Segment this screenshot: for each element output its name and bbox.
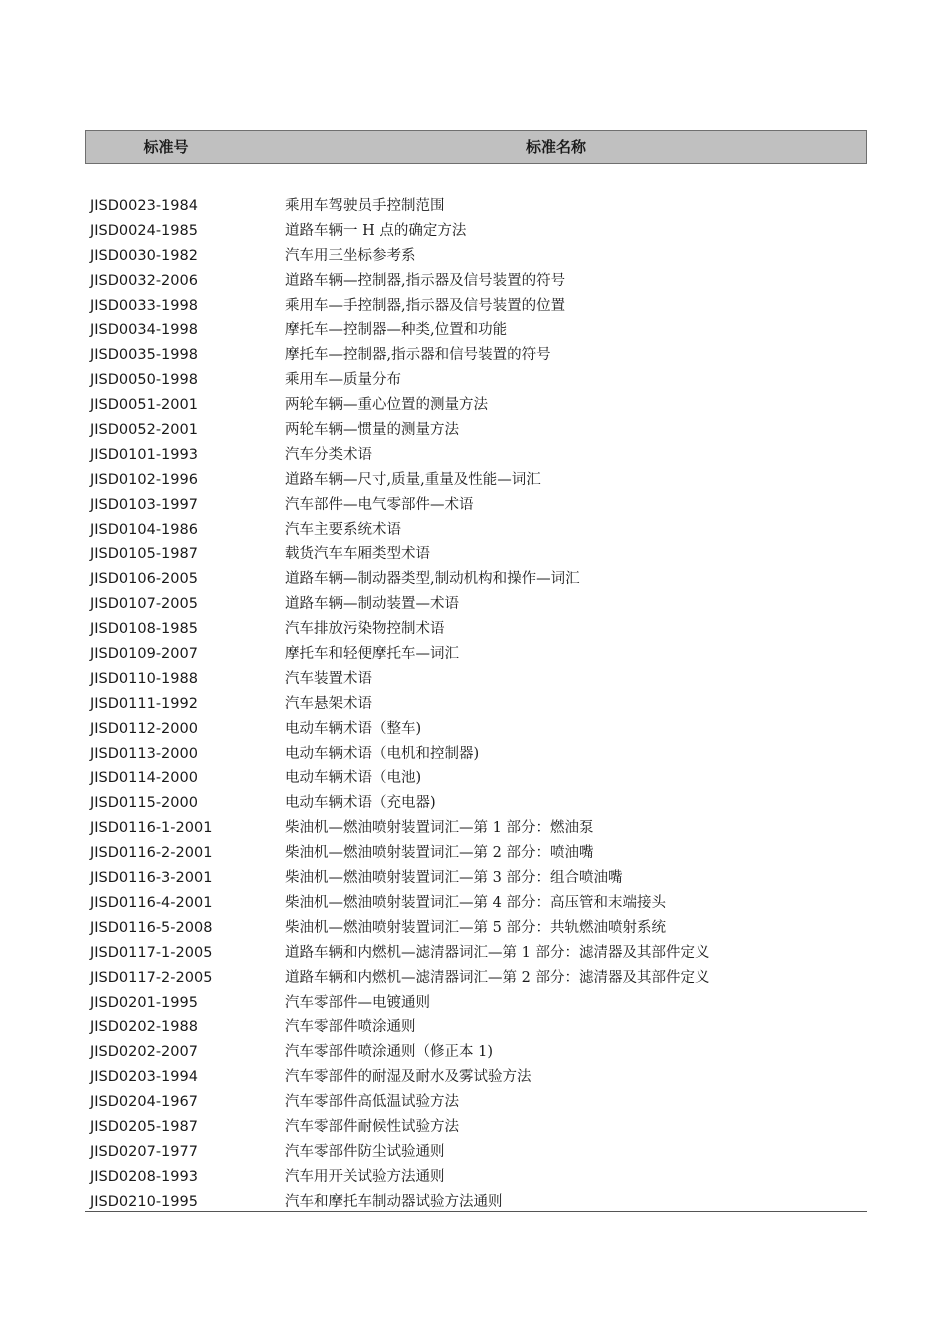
- standard-number: JISD0035-1998: [90, 347, 198, 364]
- table-row: [85, 318, 867, 343]
- standard-number: JISD0034-1998: [90, 322, 198, 339]
- standard-name: 柴油机—燃油喷射装置词汇—第 3 部分：组合喷油嘴: [285, 870, 623, 887]
- table-row: [85, 368, 867, 393]
- standard-number: JISD0114-2000: [90, 770, 198, 787]
- standard-number: JISD0115-2000: [90, 795, 198, 812]
- standard-name: 电动车辆术语（电池): [285, 770, 422, 787]
- standard-name: 汽车部件—电气零部件—术语: [285, 496, 474, 513]
- table-row: [85, 468, 867, 493]
- standard-number: JISD0210-1995: [90, 1193, 198, 1210]
- standard-name: 汽车悬架术语: [285, 695, 372, 712]
- standard-number: JISD0116-1-2001: [90, 820, 213, 837]
- standard-number: JISD0108-1985: [90, 621, 198, 638]
- table-row: [85, 941, 867, 966]
- standard-number: JISD0201-1995: [90, 994, 198, 1011]
- standard-name: 道路车辆—控制器,指示器及信号装置的符号: [285, 272, 566, 289]
- standard-number: JISD0050-1998: [90, 372, 198, 389]
- table-row: [85, 1140, 867, 1165]
- table-row: [85, 294, 867, 319]
- table-row: [85, 1040, 867, 1065]
- table-row: [85, 692, 867, 717]
- standard-name: 汽车零部件—电镀通则: [285, 994, 430, 1011]
- standard-number: JISD0033-1998: [90, 297, 198, 314]
- standard-name: 道路车辆一 H 点的确定方法: [285, 222, 467, 239]
- standard-name: 道路车辆和内燃机—滤清器词汇—第 2 部分：滤清器及其部件定义: [285, 969, 710, 986]
- standard-name: 汽车分类术语: [285, 446, 372, 463]
- table-row: [85, 592, 867, 617]
- standard-name: 电动车辆术语（电机和控制器): [285, 745, 480, 762]
- standard-number: JISD0024-1985: [90, 222, 198, 239]
- standard-number: JISD0111-1992: [90, 695, 198, 712]
- column-header-standard-number: 标准号: [143, 138, 189, 156]
- standard-number: JISD0205-1987: [90, 1118, 198, 1135]
- standard-name: 道路车辆—尺寸,质量,重量及性能—词汇: [285, 471, 541, 488]
- standard-number: JISD0052-2001: [90, 422, 198, 439]
- standard-number: JISD0109-2007: [90, 646, 198, 663]
- table-row: [85, 791, 867, 816]
- table-bottom-rule: [85, 1211, 867, 1212]
- table-row: [85, 542, 867, 567]
- column-header-standard-name: 标准名称: [525, 138, 586, 156]
- standard-name: 柴油机—燃油喷射装置词汇—第 1 部分：燃油泵: [285, 820, 594, 837]
- standard-number: JISD0105-1987: [90, 546, 198, 563]
- standard-number: JISD0113-2000: [90, 745, 198, 762]
- standard-name: 摩托车和轻便摩托车—词汇: [285, 646, 459, 663]
- standard-name: 道路车辆—制动器类型,制动机构和操作—词汇: [285, 571, 580, 588]
- standard-name: 载货汽车车厢类型术语: [285, 546, 430, 563]
- table-row: [85, 766, 867, 791]
- standard-name: 汽车零部件耐候性试验方法: [285, 1118, 459, 1135]
- standard-name: 汽车零部件喷涂通则（修正本 1): [285, 1044, 493, 1061]
- table-row: [85, 816, 867, 841]
- standard-number: JISD0107-2005: [90, 596, 198, 613]
- standard-number: JISD0030-1982: [90, 247, 198, 264]
- standard-name: 乘用车—手控制器,指示器及信号装置的位置: [285, 297, 566, 314]
- standard-number: JISD0112-2000: [90, 720, 198, 737]
- standard-name: 乘用车驾驶员手控制范围: [285, 198, 445, 214]
- table-row: [85, 219, 867, 244]
- standard-name: 电动车辆术语（整车): [285, 720, 422, 737]
- table-row: [85, 966, 867, 991]
- table-row: [85, 916, 867, 941]
- standard-name: 汽车主要系统术语: [285, 521, 401, 538]
- table-header: [85, 130, 867, 164]
- table-row: [85, 244, 867, 269]
- standard-name: 柴油机—燃油喷射装置词汇—第 5 部分：共轨燃油喷射系统: [285, 919, 666, 936]
- table-row: [85, 518, 867, 543]
- table-row: [85, 891, 867, 916]
- standard-name: 汽车零部件高低温试验方法: [285, 1094, 459, 1111]
- standard-name: 汽车零部件的耐湿及耐水及雾试验方法: [285, 1069, 532, 1086]
- standard-number: JISD0110-1988: [90, 670, 198, 687]
- standard-number: JISD0116-3-2001: [90, 870, 213, 887]
- standard-number: JISD0051-2001: [90, 397, 198, 414]
- table-row: [85, 343, 867, 368]
- standard-name: 电动车辆术语（充电器): [285, 795, 436, 812]
- standard-number: JISD0207-1977: [90, 1143, 198, 1160]
- table-row: [85, 742, 867, 767]
- table-row: [85, 1115, 867, 1140]
- standard-number: JISD0116-2-2001: [90, 845, 213, 862]
- table-row: [85, 617, 867, 642]
- standard-number: JISD0117-2-2005: [90, 969, 213, 986]
- standard-name: 汽车用开关试验方法通则: [285, 1168, 445, 1185]
- standard-number: JISD0117-1-2005: [90, 944, 213, 961]
- table-row: [85, 991, 867, 1016]
- standard-name: 汽车装置术语: [285, 670, 372, 687]
- standard-name: 汽车用三坐标参考系: [285, 247, 416, 264]
- standard-number: JISD0202-1988: [90, 1019, 198, 1036]
- table-row: [85, 1165, 867, 1190]
- standard-name: 柴油机—燃油喷射装置词汇—第 4 部分：高压管和末端接头: [285, 894, 666, 911]
- standard-number: JISD0103-1997: [90, 496, 198, 513]
- standard-number: JISD0208-1993: [90, 1168, 198, 1185]
- table-row: [85, 269, 867, 294]
- standard-name: 摩托车—控制器,指示器和信号装置的符号: [285, 347, 551, 364]
- table-row: [85, 642, 867, 667]
- standard-name: 乘用车—质量分布: [285, 372, 401, 389]
- standard-number: JISD0204-1967: [90, 1094, 198, 1111]
- standard-name: 汽车零部件防尘试验通则: [285, 1143, 445, 1160]
- table-row: [85, 493, 867, 518]
- standard-number: JISD0116-5-2008: [90, 919, 213, 936]
- standard-name: 汽车排放污染物控制术语: [285, 621, 445, 638]
- standard-number: JISD0203-1994: [90, 1069, 198, 1086]
- table-row: [85, 667, 867, 692]
- standard-name: 两轮车辆—惯量的测量方法: [285, 422, 459, 439]
- standard-name: 两轮车辆—重心位置的测量方法: [285, 397, 488, 414]
- standard-number: JISD0116-4-2001: [90, 894, 213, 911]
- standard-number: JISD0202-2007: [90, 1044, 198, 1061]
- table-row: [85, 841, 867, 866]
- table-row: [85, 866, 867, 891]
- table-row: [85, 1015, 867, 1040]
- table-row: [85, 418, 867, 443]
- standard-number: JISD0023-1984: [90, 198, 198, 214]
- standard-name: 道路车辆—制动装置—术语: [285, 596, 459, 613]
- standard-name: 摩托车—控制器—种类,位置和功能: [285, 322, 508, 339]
- standard-name: 柴油机—燃油喷射装置词汇—第 2 部分：喷油嘴: [285, 845, 594, 862]
- table-row: [85, 1090, 867, 1115]
- standard-number: JISD0032-2006: [90, 272, 198, 289]
- standards-list: [85, 194, 867, 1215]
- standard-number: JISD0106-2005: [90, 571, 198, 588]
- table-row: [85, 443, 867, 468]
- standard-number: JISD0101-1993: [90, 446, 198, 463]
- table-row: [85, 393, 867, 418]
- standard-number: JISD0104-1986: [90, 521, 198, 538]
- standard-name: 汽车和摩托车制动器试验方法通则: [285, 1193, 503, 1210]
- standard-name: 汽车零部件喷涂通则: [285, 1019, 416, 1036]
- standard-name: 道路车辆和内燃机—滤清器词汇—第 1 部分：滤清器及其部件定义: [285, 944, 710, 961]
- table-row: [85, 194, 867, 219]
- table-row: [85, 567, 867, 592]
- table-row: [85, 717, 867, 742]
- table-row: [85, 1065, 867, 1090]
- standard-number: JISD0102-1996: [90, 471, 198, 488]
